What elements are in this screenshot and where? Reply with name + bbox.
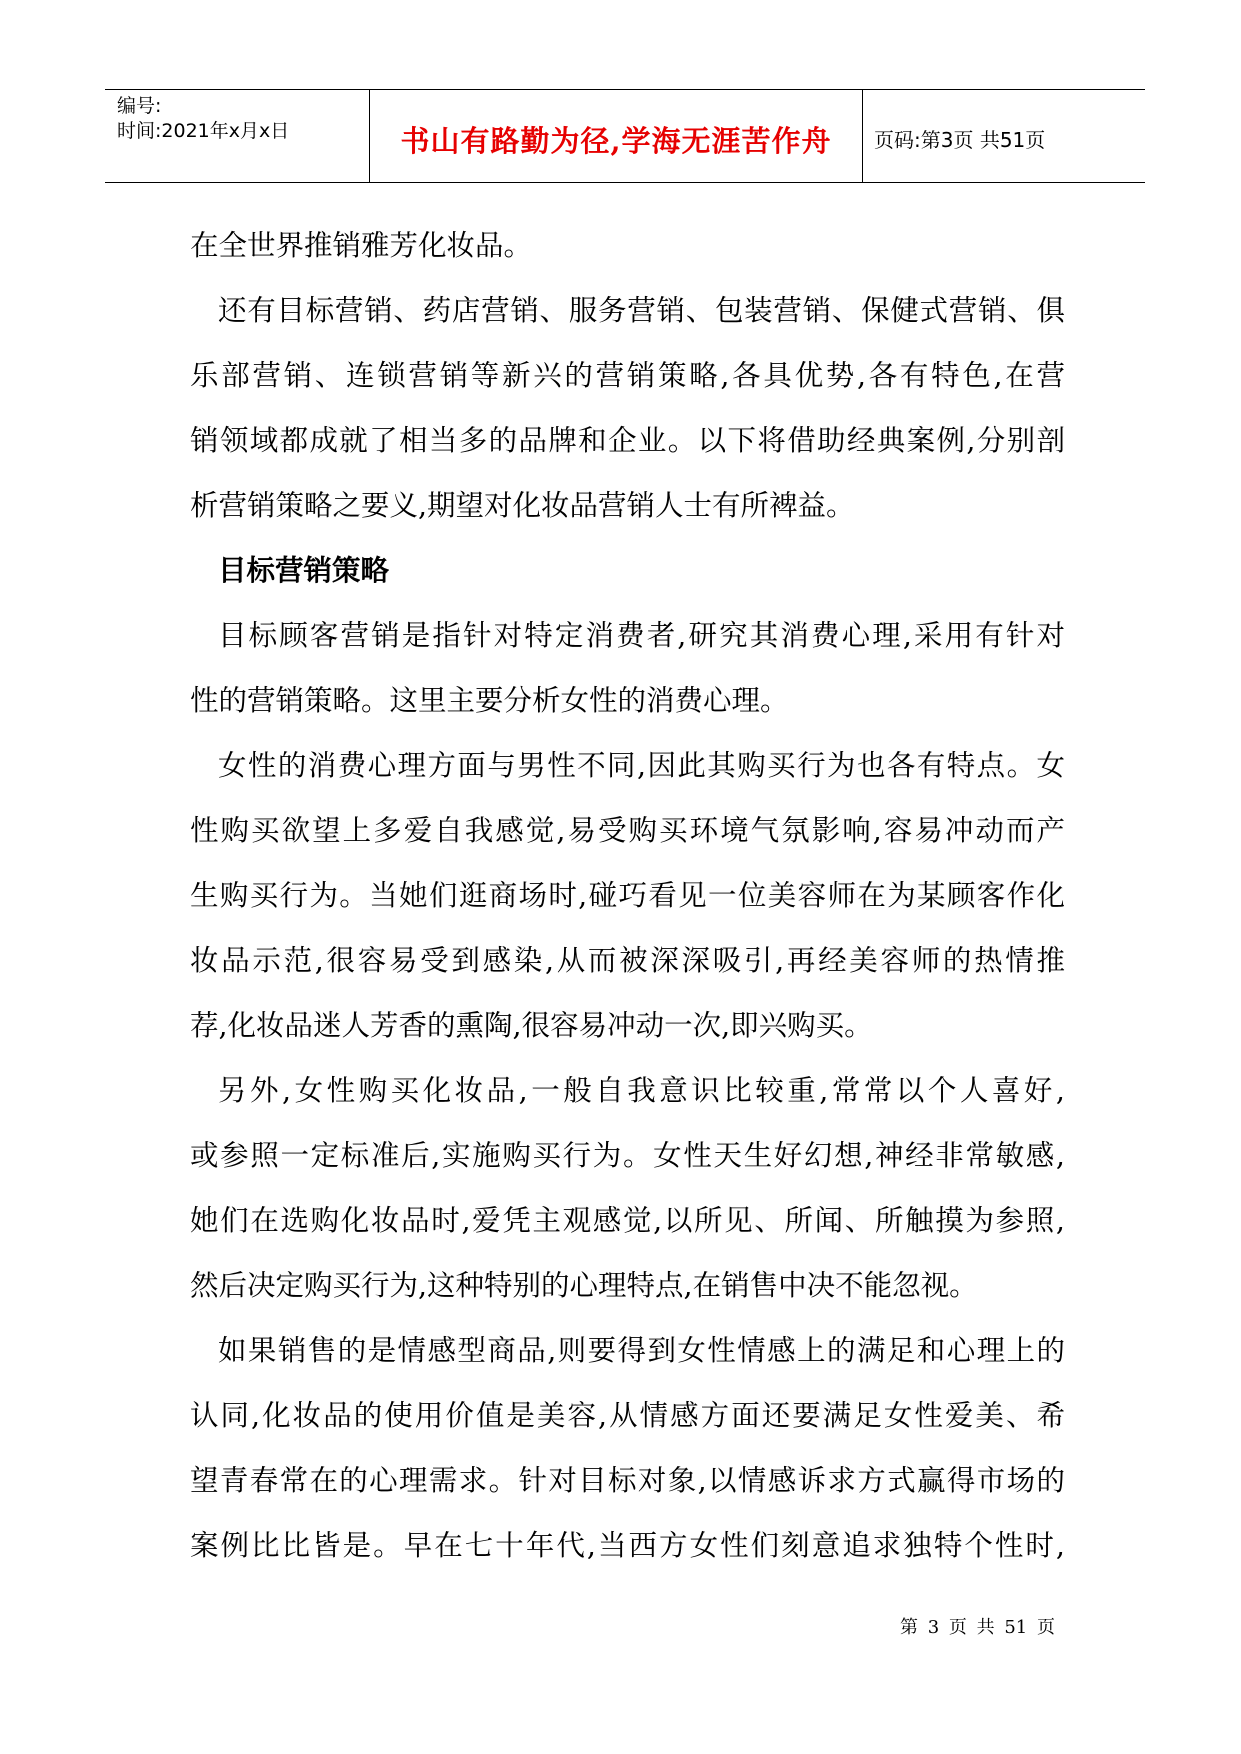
body-text-line: 析营销策略之要义,期望对化妆品营销人士有所裨益。 [190, 489, 855, 522]
body-text-line: 或参照一定标准后,实施购买行为。女性天生好幻想,神经非常敏感, [190, 1139, 1065, 1172]
body-text-line: 在全世界推销雅芳化妆品。 [190, 229, 533, 262]
body-text-line: 还有目标营销、药店营销、服务营销、包装营销、保健式营销、俱 [218, 294, 1065, 327]
body-text-line: 乐部营销、连锁营销等新兴的营销策略,各具优势,各有特色,在营 [190, 359, 1065, 392]
page-footer: 第 3 页 共 51 页 [900, 1617, 1055, 1638]
body-text-line: 性购买欲望上多爱自我感觉,易受购买环境气氛影响,容易冲动而产 [190, 814, 1065, 847]
header-divider-left [369, 90, 370, 182]
body-text-line: 然后决定购买行为,这种特别的心理特点,在销售中决不能忽视。 [190, 1269, 978, 1302]
document-body [190, 213, 1065, 1578]
body-text-line: 生购买行为。当她们逛商场时,碰巧看见一位美容师在为某顾客作化 [190, 879, 1065, 912]
body-text-line: 荐,化妆品迷人芳香的熏陶,很容易冲动一次,即兴购买。 [190, 1009, 873, 1042]
header-meta [117, 94, 289, 144]
body-text-line: 目标顾客营销是指针对特定消费者,研究其消费心理,采用有针对 [218, 619, 1065, 652]
header-divider-right [862, 90, 863, 182]
body-text-line: 销领域都成就了相当多的品牌和企业。以下将借助经典案例,分别剖 [190, 424, 1065, 457]
body-text-line: 性的营销策略。这里主要分析女性的消费心理。 [190, 684, 789, 717]
header-page-info: 页码:第3页 共51页 [874, 128, 1046, 152]
page-header [105, 89, 1145, 183]
time-label: 时间:2021年x月x日 [117, 120, 290, 142]
serial-label: 编号: [117, 95, 162, 117]
body-text-line: 案例比比皆是。早在七十年代,当西方女性们刻意追求独特个性时, [190, 1529, 1065, 1562]
body-text-line: 女性的消费心理方面与男性不同,因此其购买行为也各有特点。女 [218, 749, 1065, 782]
body-text-line: 另外,女性购买化妆品,一般自我意识比较重,常常以个人喜好, [218, 1074, 1065, 1107]
body-text-line: 望青春常在的心理需求。针对目标对象,以情感诉求方式赢得市场的 [190, 1464, 1065, 1497]
body-text-line: 妆品示范,很容易受到感染,从而被深深吸引,再经美容师的热情推 [190, 944, 1065, 977]
body-text-line: 认同,化妆品的使用价值是美容,从情感方面还要满足女性爱美、希 [190, 1399, 1065, 1432]
header-motto: 书山有路勤为径,学海无涯苦作舟 [400, 124, 832, 158]
body-text-line: 如果销售的是情感型商品,则要得到女性情感上的满足和心理上的 [218, 1334, 1065, 1367]
section-heading: 目标营销策略 [218, 554, 390, 587]
body-text-line: 她们在选购化妆品时,爱凭主观感觉,以所见、所闻、所触摸为参照, [190, 1204, 1065, 1237]
